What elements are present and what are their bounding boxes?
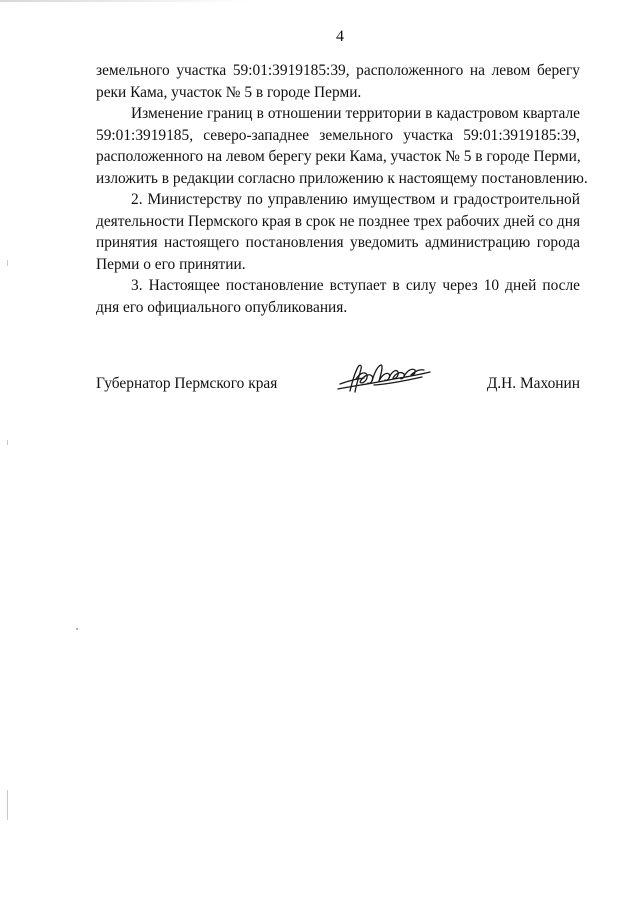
signer-title: Губернатор Пермского края: [96, 375, 278, 392]
text-line: Изменение границ в отношении территории в кадастровом квартале: [131, 105, 580, 122]
text-line: дня его официального опубликования.: [96, 298, 348, 316]
scan-speck: [76, 628, 78, 630]
text-line: деятельности Пермского края в срок не позднее трех рабочих дней со дня: [96, 212, 581, 230]
scan-edge-mark: [0, 0, 250, 2]
text-line: 59:01:3919185, северо-западнее земельного участка 59:01:3919185:39,: [96, 126, 580, 144]
text-line: принятия настоящего постановления уведомить администрацию города: [96, 234, 580, 251]
paragraph-2: [96, 103, 588, 189]
scan-edge-mark: [7, 790, 8, 820]
scan-edge-mark: [7, 260, 8, 266]
text-line: изложить в редакции согласно приложению к настоящему постановлению.: [96, 169, 588, 187]
text-line: земельного участка 59:01:3919185:39, расположенного на левом берегу: [96, 62, 580, 79]
paragraph-3: [96, 189, 580, 275]
text-line: Перми о его принятии.: [96, 255, 246, 273]
scan-edge-mark: [7, 440, 8, 445]
text-line: расположенного на левом берегу реки Кама, участок № 5 в городе Перми,: [96, 148, 581, 165]
text-line: 3. Настоящее постановление вступает в силу через 10 дней после: [131, 277, 580, 294]
text-line: реки Кама, участок № 5 в городе Перми.: [96, 83, 362, 101]
page-number: 4: [336, 28, 344, 45]
paragraph-1: [96, 60, 580, 103]
handwritten-signature: [334, 359, 434, 399]
signer-name: Д.Н. Махонин: [486, 375, 580, 392]
signature-block: [96, 371, 580, 397]
paragraph-4: [96, 275, 580, 318]
document-body: [96, 60, 588, 318]
text-line: 2. Министерству по управлению имуществом и градостроительной: [131, 191, 580, 208]
